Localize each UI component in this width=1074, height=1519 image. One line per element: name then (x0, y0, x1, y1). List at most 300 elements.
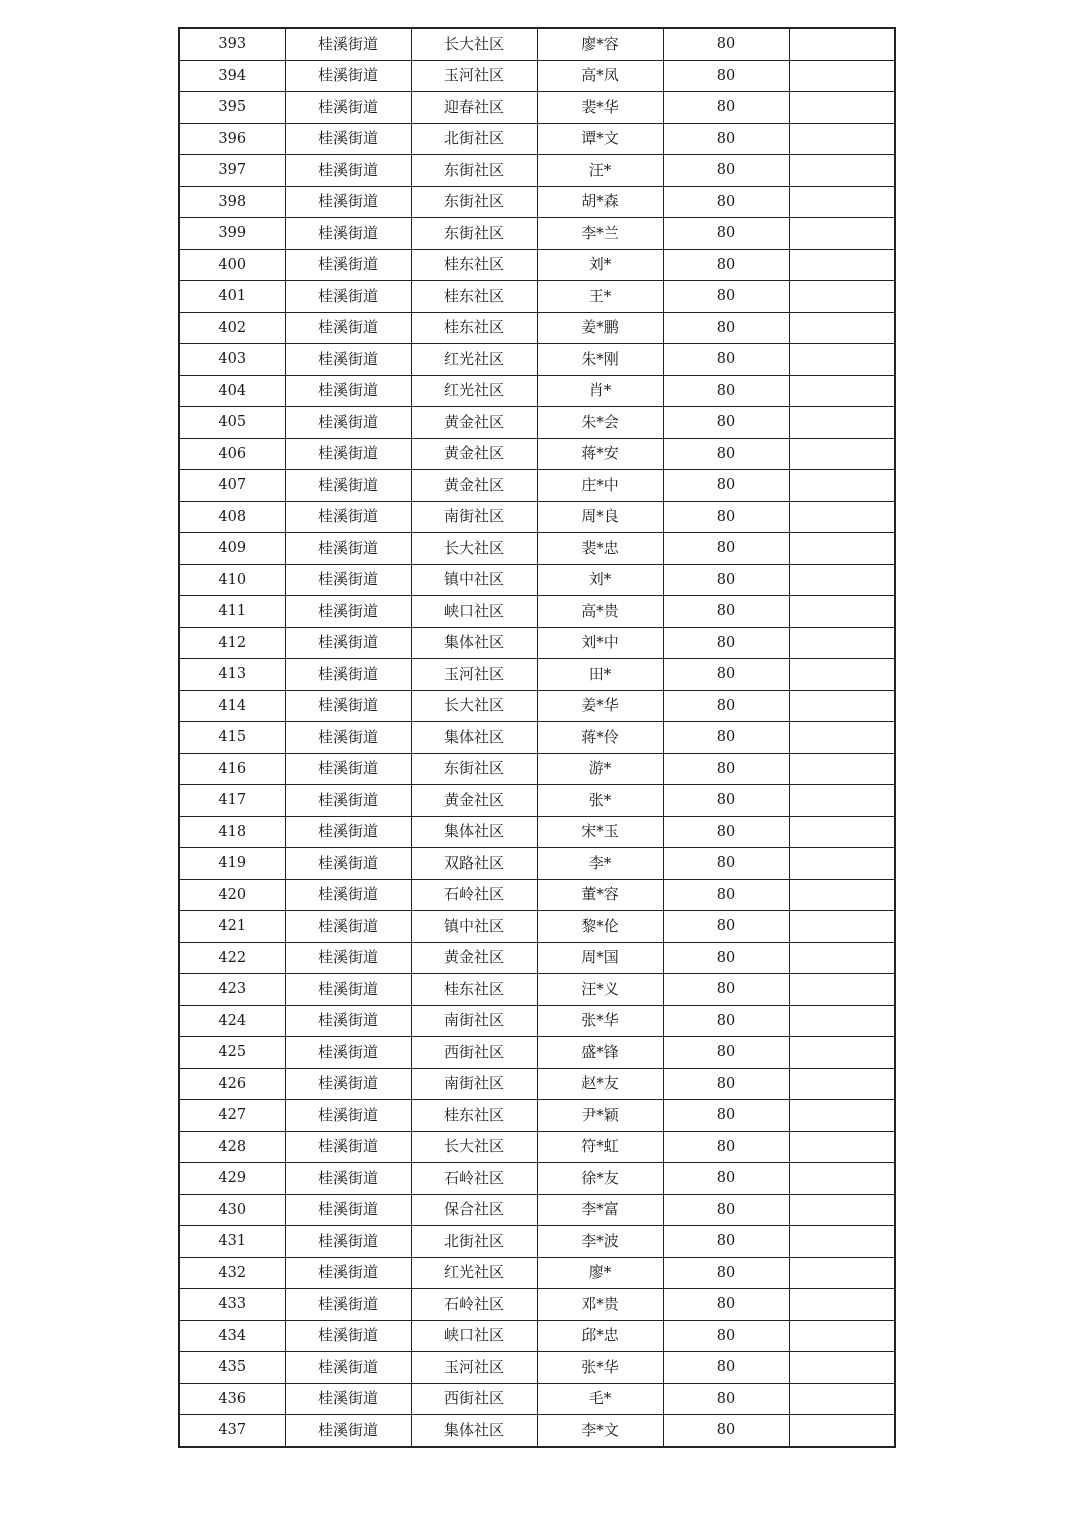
cell-amount: 80 (663, 816, 789, 848)
cell-amount: 80 (663, 879, 789, 911)
table-row (179, 974, 895, 1006)
cell-person-name: 高*凤 (537, 60, 663, 92)
cell-community: 北街社区 (411, 123, 537, 155)
cell-community: 桂东社区 (411, 974, 537, 1006)
cell-remark (789, 438, 895, 470)
table-row (179, 1163, 895, 1195)
cell-community: 保合社区 (411, 1194, 537, 1226)
cell-person-name: 汪*义 (537, 974, 663, 1006)
cell-serial-number: 429 (179, 1163, 285, 1195)
cell-amount: 80 (663, 1415, 789, 1447)
cell-serial-number: 414 (179, 690, 285, 722)
cell-remark (789, 1320, 895, 1352)
cell-amount: 80 (663, 1320, 789, 1352)
cell-street: 桂溪街道 (285, 1037, 411, 1069)
cell-remark (789, 942, 895, 974)
cell-remark (789, 1383, 895, 1415)
cell-community: 长大社区 (411, 533, 537, 565)
cell-community: 集体社区 (411, 816, 537, 848)
cell-street: 桂溪街道 (285, 627, 411, 659)
cell-remark (789, 312, 895, 344)
cell-remark (789, 186, 895, 218)
cell-street: 桂溪街道 (285, 1352, 411, 1384)
cell-remark (789, 1352, 895, 1384)
cell-person-name: 张*华 (537, 1352, 663, 1384)
table-row (179, 60, 895, 92)
cell-community: 西街社区 (411, 1383, 537, 1415)
cell-amount: 80 (663, 312, 789, 344)
cell-amount: 80 (663, 28, 789, 60)
cell-street: 桂溪街道 (285, 1320, 411, 1352)
cell-person-name: 王* (537, 281, 663, 313)
cell-serial-number: 435 (179, 1352, 285, 1384)
table-row (179, 438, 895, 470)
cell-amount: 80 (663, 627, 789, 659)
cell-serial-number: 434 (179, 1320, 285, 1352)
cell-remark (789, 722, 895, 754)
cell-amount: 80 (663, 1131, 789, 1163)
cell-person-name: 庄*中 (537, 470, 663, 502)
cell-serial-number: 398 (179, 186, 285, 218)
cell-serial-number: 413 (179, 659, 285, 691)
table-row (179, 281, 895, 313)
cell-community: 长大社区 (411, 1131, 537, 1163)
cell-remark (789, 1289, 895, 1321)
cell-community: 峡口社区 (411, 1320, 537, 1352)
cell-community: 石岭社区 (411, 1289, 537, 1321)
cell-person-name: 刘*中 (537, 627, 663, 659)
cell-remark (789, 344, 895, 376)
cell-community: 桂东社区 (411, 249, 537, 281)
cell-remark (789, 92, 895, 124)
cell-serial-number: 426 (179, 1068, 285, 1100)
cell-person-name: 谭*文 (537, 123, 663, 155)
cell-person-name: 朱*刚 (537, 344, 663, 376)
cell-street: 桂溪街道 (285, 911, 411, 943)
cell-amount: 80 (663, 1383, 789, 1415)
cell-serial-number: 431 (179, 1226, 285, 1258)
cell-amount: 80 (663, 60, 789, 92)
table-row (179, 1415, 895, 1447)
cell-community: 集体社区 (411, 627, 537, 659)
cell-remark (789, 848, 895, 880)
cell-serial-number: 404 (179, 375, 285, 407)
cell-community: 北街社区 (411, 1226, 537, 1258)
cell-remark (789, 564, 895, 596)
cell-amount: 80 (663, 438, 789, 470)
cell-person-name: 毛* (537, 1383, 663, 1415)
cell-remark (789, 1100, 895, 1132)
cell-street: 桂溪街道 (285, 564, 411, 596)
cell-community: 南街社区 (411, 501, 537, 533)
table-row (179, 1226, 895, 1258)
cell-street: 桂溪街道 (285, 1226, 411, 1258)
cell-community: 红光社区 (411, 1257, 537, 1289)
cell-amount: 80 (663, 344, 789, 376)
cell-remark (789, 1257, 895, 1289)
cell-street: 桂溪街道 (285, 942, 411, 974)
cell-person-name: 裴*忠 (537, 533, 663, 565)
cell-serial-number: 415 (179, 722, 285, 754)
cell-remark (789, 28, 895, 60)
cell-street: 桂溪街道 (285, 1163, 411, 1195)
table-row (179, 186, 895, 218)
cell-amount: 80 (663, 974, 789, 1006)
table-row (179, 722, 895, 754)
cell-person-name: 董*容 (537, 879, 663, 911)
cell-person-name: 田* (537, 659, 663, 691)
cell-community: 玉河社区 (411, 1352, 537, 1384)
cell-person-name: 廖* (537, 1257, 663, 1289)
cell-serial-number: 410 (179, 564, 285, 596)
cell-street: 桂溪街道 (285, 155, 411, 187)
cell-amount: 80 (663, 533, 789, 565)
cell-street: 桂溪街道 (285, 501, 411, 533)
table-row (179, 501, 895, 533)
cell-serial-number: 416 (179, 753, 285, 785)
cell-amount: 80 (663, 155, 789, 187)
cell-person-name: 蒋*安 (537, 438, 663, 470)
cell-serial-number: 408 (179, 501, 285, 533)
cell-serial-number: 425 (179, 1037, 285, 1069)
table-row (179, 753, 895, 785)
cell-person-name: 姜*华 (537, 690, 663, 722)
table-row (179, 659, 895, 691)
cell-amount: 80 (663, 690, 789, 722)
cell-person-name: 李* (537, 848, 663, 880)
cell-remark (789, 1415, 895, 1447)
cell-person-name: 张* (537, 785, 663, 817)
cell-amount: 80 (663, 186, 789, 218)
table-row (179, 596, 895, 628)
cell-person-name: 盛*锋 (537, 1037, 663, 1069)
cell-serial-number: 432 (179, 1257, 285, 1289)
table-row (179, 1068, 895, 1100)
cell-serial-number: 402 (179, 312, 285, 344)
table-row (179, 1131, 895, 1163)
cell-amount: 80 (663, 218, 789, 250)
cell-serial-number: 417 (179, 785, 285, 817)
cell-serial-number: 428 (179, 1131, 285, 1163)
cell-remark (789, 1226, 895, 1258)
cell-serial-number: 393 (179, 28, 285, 60)
table-row (179, 942, 895, 974)
cell-remark (789, 974, 895, 1006)
cell-serial-number: 433 (179, 1289, 285, 1321)
cell-community: 迎春社区 (411, 92, 537, 124)
cell-remark (789, 249, 895, 281)
table-row (179, 1037, 895, 1069)
cell-remark (789, 60, 895, 92)
cell-street: 桂溪街道 (285, 848, 411, 880)
cell-street: 桂溪街道 (285, 1257, 411, 1289)
cell-amount: 80 (663, 1226, 789, 1258)
table-row (179, 533, 895, 565)
cell-community: 东街社区 (411, 155, 537, 187)
table-row (179, 1005, 895, 1037)
table-row (179, 1257, 895, 1289)
cell-amount: 80 (663, 1100, 789, 1132)
cell-remark (789, 1131, 895, 1163)
cell-remark (789, 470, 895, 502)
cell-serial-number: 423 (179, 974, 285, 1006)
table-row (179, 155, 895, 187)
cell-street: 桂溪街道 (285, 659, 411, 691)
cell-serial-number: 419 (179, 848, 285, 880)
cell-street: 桂溪街道 (285, 879, 411, 911)
cell-serial-number: 420 (179, 879, 285, 911)
cell-person-name: 刘* (537, 564, 663, 596)
cell-remark (789, 596, 895, 628)
cell-serial-number: 405 (179, 407, 285, 439)
cell-serial-number: 397 (179, 155, 285, 187)
table-row (179, 627, 895, 659)
table-row (179, 1289, 895, 1321)
cell-serial-number: 394 (179, 60, 285, 92)
cell-street: 桂溪街道 (285, 123, 411, 155)
cell-person-name: 符*虹 (537, 1131, 663, 1163)
cell-person-name: 李*文 (537, 1415, 663, 1447)
cell-street: 桂溪街道 (285, 785, 411, 817)
cell-serial-number: 403 (179, 344, 285, 376)
cell-amount: 80 (663, 1257, 789, 1289)
cell-person-name: 肖* (537, 375, 663, 407)
cell-street: 桂溪街道 (285, 344, 411, 376)
table-row (179, 1320, 895, 1352)
cell-remark (789, 281, 895, 313)
table-row (179, 344, 895, 376)
cell-street: 桂溪街道 (285, 1005, 411, 1037)
cell-amount: 80 (663, 753, 789, 785)
cell-serial-number: 400 (179, 249, 285, 281)
cell-person-name: 宋*玉 (537, 816, 663, 848)
cell-street: 桂溪街道 (285, 1289, 411, 1321)
cell-street: 桂溪街道 (285, 1415, 411, 1447)
cell-serial-number: 407 (179, 470, 285, 502)
cell-community: 长大社区 (411, 690, 537, 722)
table-row (179, 375, 895, 407)
cell-serial-number: 427 (179, 1100, 285, 1132)
cell-serial-number: 406 (179, 438, 285, 470)
cell-remark (789, 1037, 895, 1069)
cell-person-name: 裴*华 (537, 92, 663, 124)
cell-person-name: 周*国 (537, 942, 663, 974)
cell-remark (789, 911, 895, 943)
cell-amount: 80 (663, 942, 789, 974)
cell-community: 镇中社区 (411, 911, 537, 943)
cell-street: 桂溪街道 (285, 816, 411, 848)
cell-serial-number: 412 (179, 627, 285, 659)
cell-street: 桂溪街道 (285, 312, 411, 344)
cell-person-name: 廖*容 (537, 28, 663, 60)
cell-person-name: 徐*友 (537, 1163, 663, 1195)
cell-person-name: 刘* (537, 249, 663, 281)
cell-person-name: 邓*贵 (537, 1289, 663, 1321)
cell-remark (789, 218, 895, 250)
cell-amount: 80 (663, 848, 789, 880)
table-row (179, 879, 895, 911)
cell-amount: 80 (663, 249, 789, 281)
cell-person-name: 张*华 (537, 1005, 663, 1037)
cell-person-name: 赵*友 (537, 1068, 663, 1100)
cell-community: 东街社区 (411, 218, 537, 250)
cell-street: 桂溪街道 (285, 470, 411, 502)
cell-street: 桂溪街道 (285, 407, 411, 439)
cell-amount: 80 (663, 911, 789, 943)
cell-street: 桂溪街道 (285, 249, 411, 281)
cell-person-name: 黎*伦 (537, 911, 663, 943)
table-row (179, 816, 895, 848)
cell-remark (789, 785, 895, 817)
cell-community: 玉河社区 (411, 659, 537, 691)
cell-amount: 80 (663, 501, 789, 533)
cell-street: 桂溪街道 (285, 375, 411, 407)
cell-community: 西街社区 (411, 1037, 537, 1069)
cell-serial-number: 395 (179, 92, 285, 124)
cell-community: 峡口社区 (411, 596, 537, 628)
cell-serial-number: 421 (179, 911, 285, 943)
table-row (179, 218, 895, 250)
cell-remark (789, 1068, 895, 1100)
table-row (179, 470, 895, 502)
cell-community: 黄金社区 (411, 407, 537, 439)
cell-person-name: 游* (537, 753, 663, 785)
cell-amount: 80 (663, 1005, 789, 1037)
cell-community: 黄金社区 (411, 438, 537, 470)
cell-amount: 80 (663, 1289, 789, 1321)
cell-community: 红光社区 (411, 344, 537, 376)
cell-amount: 80 (663, 92, 789, 124)
cell-remark (789, 155, 895, 187)
cell-street: 桂溪街道 (285, 1100, 411, 1132)
cell-serial-number: 424 (179, 1005, 285, 1037)
cell-street: 桂溪街道 (285, 1068, 411, 1100)
cell-remark (789, 501, 895, 533)
table-row (179, 28, 895, 60)
table-row (179, 785, 895, 817)
cell-remark (789, 753, 895, 785)
cell-person-name: 邱*忠 (537, 1320, 663, 1352)
cell-serial-number: 411 (179, 596, 285, 628)
cell-amount: 80 (663, 785, 789, 817)
cell-serial-number: 436 (179, 1383, 285, 1415)
cell-person-name: 蒋*伶 (537, 722, 663, 754)
cell-street: 桂溪街道 (285, 753, 411, 785)
roster-table-body (179, 28, 895, 1447)
cell-person-name: 姜*鹏 (537, 312, 663, 344)
cell-person-name: 周*良 (537, 501, 663, 533)
cell-remark (789, 123, 895, 155)
cell-community: 石岭社区 (411, 1163, 537, 1195)
cell-amount: 80 (663, 596, 789, 628)
cell-community: 镇中社区 (411, 564, 537, 596)
table-row (179, 1383, 895, 1415)
cell-street: 桂溪街道 (285, 690, 411, 722)
cell-person-name: 尹*颖 (537, 1100, 663, 1132)
table-row (179, 690, 895, 722)
cell-serial-number: 401 (179, 281, 285, 313)
cell-community: 石岭社区 (411, 879, 537, 911)
roster-table (178, 27, 896, 1448)
cell-street: 桂溪街道 (285, 1194, 411, 1226)
table-row (179, 123, 895, 155)
cell-street: 桂溪街道 (285, 60, 411, 92)
cell-person-name: 李*兰 (537, 218, 663, 250)
cell-serial-number: 418 (179, 816, 285, 848)
cell-street: 桂溪街道 (285, 596, 411, 628)
cell-community: 东街社区 (411, 753, 537, 785)
cell-community: 红光社区 (411, 375, 537, 407)
table-row (179, 1352, 895, 1384)
cell-amount: 80 (663, 1037, 789, 1069)
cell-person-name: 高*贵 (537, 596, 663, 628)
cell-amount: 80 (663, 1068, 789, 1100)
cell-community: 东街社区 (411, 186, 537, 218)
table-row (179, 1194, 895, 1226)
cell-serial-number: 430 (179, 1194, 285, 1226)
cell-remark (789, 659, 895, 691)
cell-amount: 80 (663, 1352, 789, 1384)
cell-serial-number: 422 (179, 942, 285, 974)
cell-person-name: 胡*森 (537, 186, 663, 218)
cell-street: 桂溪街道 (285, 1383, 411, 1415)
cell-community: 玉河社区 (411, 60, 537, 92)
cell-remark (789, 1163, 895, 1195)
cell-remark (789, 533, 895, 565)
cell-remark (789, 407, 895, 439)
cell-community: 桂东社区 (411, 1100, 537, 1132)
cell-amount: 80 (663, 659, 789, 691)
cell-street: 桂溪街道 (285, 218, 411, 250)
cell-amount: 80 (663, 123, 789, 155)
cell-community: 黄金社区 (411, 785, 537, 817)
cell-community: 集体社区 (411, 722, 537, 754)
cell-remark (789, 627, 895, 659)
cell-amount: 80 (663, 470, 789, 502)
cell-community: 双路社区 (411, 848, 537, 880)
cell-person-name: 李*波 (537, 1226, 663, 1258)
cell-street: 桂溪街道 (285, 438, 411, 470)
cell-remark (789, 690, 895, 722)
cell-amount: 80 (663, 1194, 789, 1226)
cell-community: 黄金社区 (411, 470, 537, 502)
cell-community: 南街社区 (411, 1005, 537, 1037)
table-row (179, 92, 895, 124)
cell-street: 桂溪街道 (285, 92, 411, 124)
cell-amount: 80 (663, 375, 789, 407)
table-row (179, 564, 895, 596)
cell-remark (789, 1005, 895, 1037)
table-row (179, 1100, 895, 1132)
cell-amount: 80 (663, 407, 789, 439)
cell-person-name: 李*富 (537, 1194, 663, 1226)
table-row (179, 848, 895, 880)
cell-amount: 80 (663, 564, 789, 596)
cell-person-name: 汪* (537, 155, 663, 187)
cell-community: 桂东社区 (411, 281, 537, 313)
cell-community: 集体社区 (411, 1415, 537, 1447)
cell-street: 桂溪街道 (285, 28, 411, 60)
cell-street: 桂溪街道 (285, 186, 411, 218)
cell-street: 桂溪街道 (285, 974, 411, 1006)
cell-street: 桂溪街道 (285, 722, 411, 754)
cell-community: 桂东社区 (411, 312, 537, 344)
cell-amount: 80 (663, 281, 789, 313)
table-row (179, 249, 895, 281)
cell-remark (789, 375, 895, 407)
cell-serial-number: 399 (179, 218, 285, 250)
cell-community: 黄金社区 (411, 942, 537, 974)
